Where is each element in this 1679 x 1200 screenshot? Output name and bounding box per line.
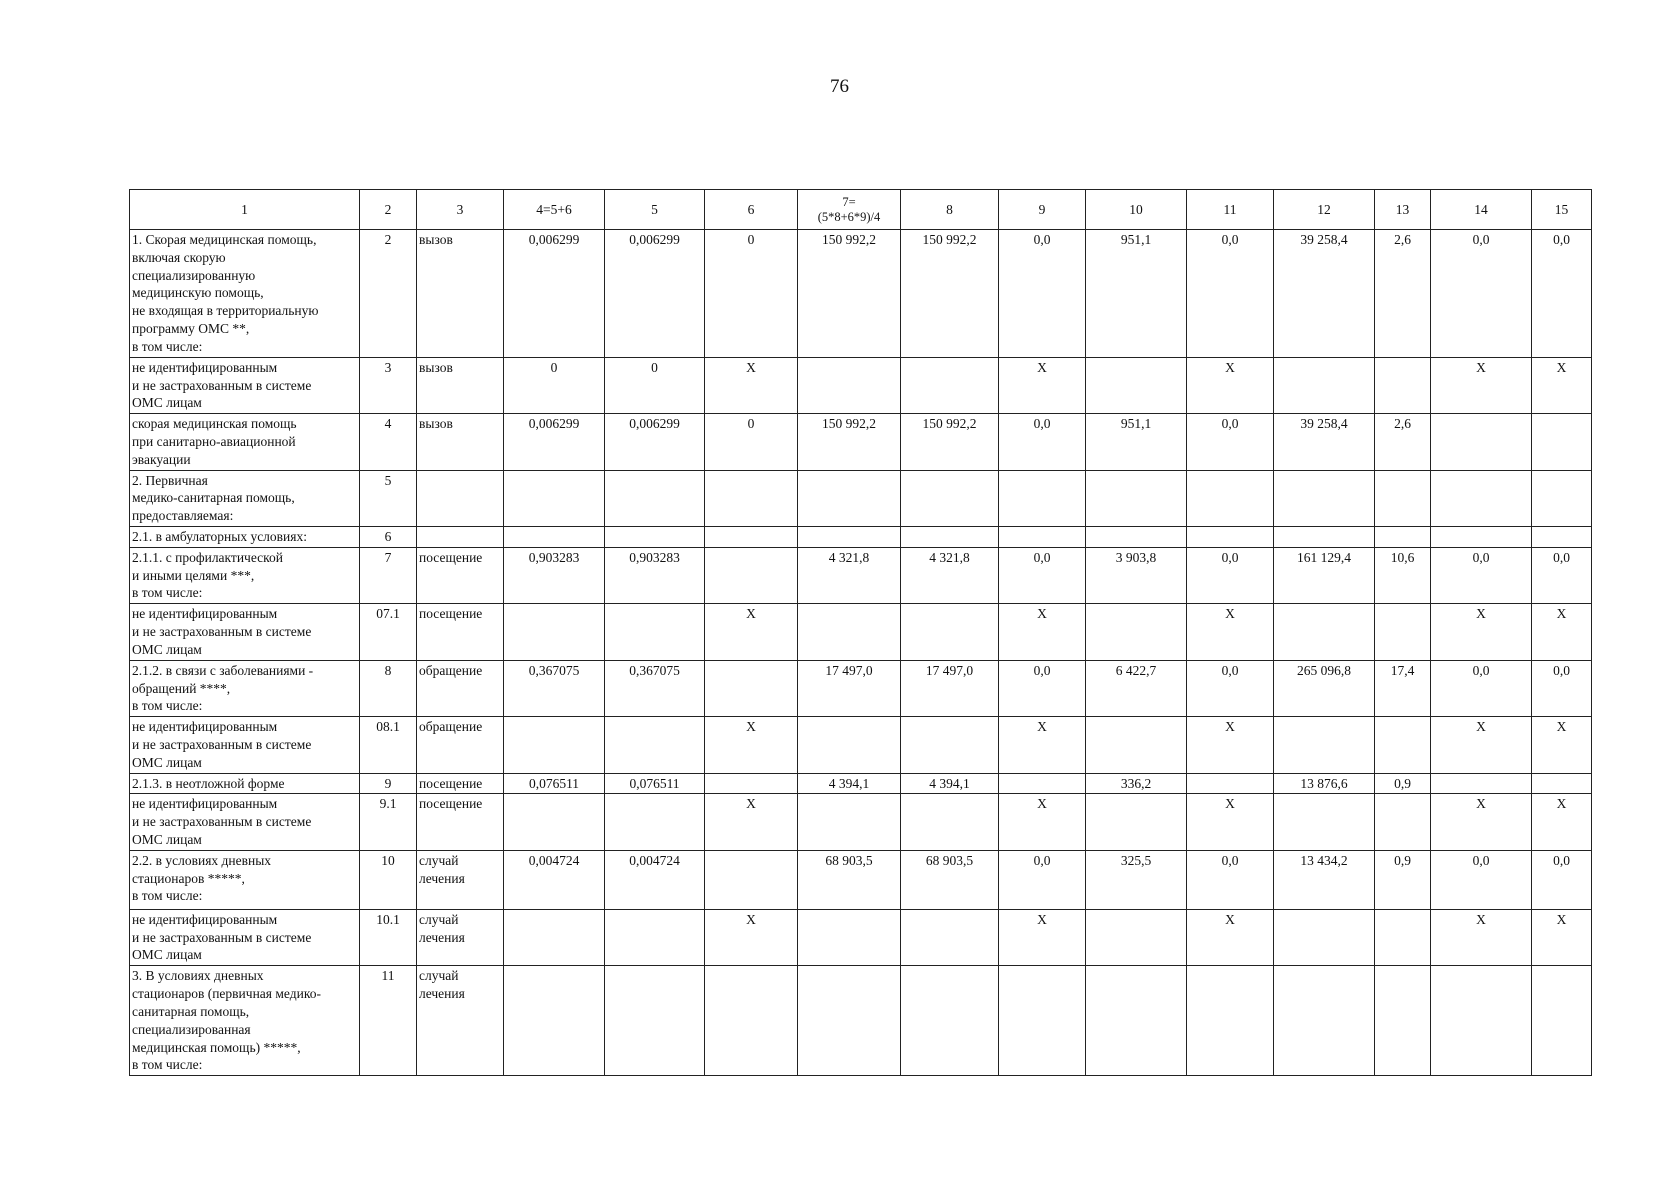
table-cell: 951,1 xyxy=(1086,414,1187,470)
table-cell xyxy=(705,470,798,526)
table-cell: 13 876,6 xyxy=(1274,773,1375,794)
table-cell xyxy=(798,794,901,850)
table-cell xyxy=(705,773,798,794)
table-cell xyxy=(1431,470,1532,526)
table-row xyxy=(130,527,1592,548)
table-cell xyxy=(1187,966,1274,1076)
table-cell: посещение xyxy=(417,547,504,603)
table-cell xyxy=(901,909,999,965)
table-cell: 4 321,8 xyxy=(901,547,999,603)
table-cell: X xyxy=(1532,717,1592,773)
table-cell: 0 xyxy=(705,414,798,470)
table-cell: 0,903283 xyxy=(504,547,605,603)
table-cell: 07.1 xyxy=(360,604,417,660)
table-cell: 0,0 xyxy=(1532,230,1592,358)
table-cell: 2 xyxy=(360,230,417,358)
table-cell xyxy=(798,909,901,965)
table-cell xyxy=(1431,773,1532,794)
table-cell: 2,6 xyxy=(1375,230,1431,358)
table-cell xyxy=(1375,794,1431,850)
table-cell: X xyxy=(1431,794,1532,850)
table-cell: 08.1 xyxy=(360,717,417,773)
table-cell: 0 xyxy=(605,357,705,413)
column-header: 4=5+6 xyxy=(504,190,605,230)
row-label-cell: не идентифицированным и не застрахованным в системе ОМС лицам xyxy=(130,909,360,965)
table-cell xyxy=(1431,414,1532,470)
row-label-cell: скорая медицинская помощь при санитарно-авиационной эвакуации xyxy=(130,414,360,470)
table-cell: 4 321,8 xyxy=(798,547,901,603)
table-cell xyxy=(504,794,605,850)
table-row xyxy=(130,547,1592,603)
table-cell: 6 xyxy=(360,527,417,548)
table-cell: X xyxy=(999,909,1086,965)
table-cell: 3 903,8 xyxy=(1086,547,1187,603)
table-cell: 325,5 xyxy=(1086,850,1187,909)
table-cell xyxy=(901,794,999,850)
table-cell: 3 xyxy=(360,357,417,413)
table-cell: 0,0 xyxy=(1187,414,1274,470)
table-cell: 0,0 xyxy=(999,850,1086,909)
table-cell: 0 xyxy=(504,357,605,413)
table-cell xyxy=(1375,470,1431,526)
table-cell xyxy=(1086,470,1187,526)
table-cell xyxy=(1375,527,1431,548)
table-cell xyxy=(1375,357,1431,413)
table-cell: 0,0 xyxy=(999,547,1086,603)
table-cell xyxy=(1274,717,1375,773)
table-row xyxy=(130,357,1592,413)
table-cell xyxy=(1274,909,1375,965)
table-cell: 150 992,2 xyxy=(798,230,901,358)
table-cell xyxy=(1086,357,1187,413)
table-cell xyxy=(1375,909,1431,965)
table-cell: 6 422,7 xyxy=(1086,660,1187,716)
table-cell: случай лечения xyxy=(417,966,504,1076)
table-cell xyxy=(1375,966,1431,1076)
column-header: 1 xyxy=(130,190,360,230)
table-cell: 17 497,0 xyxy=(901,660,999,716)
column-header: 8 xyxy=(901,190,999,230)
table-cell xyxy=(605,470,705,526)
table-cell: X xyxy=(705,717,798,773)
table-cell: 0,0 xyxy=(1187,660,1274,716)
table-cell xyxy=(1274,527,1375,548)
table-cell xyxy=(605,527,705,548)
table-cell: X xyxy=(1532,794,1592,850)
table-cell xyxy=(504,909,605,965)
table-cell: X xyxy=(1431,604,1532,660)
table-cell xyxy=(1375,717,1431,773)
table-cell xyxy=(1086,717,1187,773)
table-cell: 0,9 xyxy=(1375,850,1431,909)
table-cell xyxy=(1274,470,1375,526)
table-cell xyxy=(1187,527,1274,548)
page-number: 76 xyxy=(830,76,849,97)
table-cell xyxy=(1187,773,1274,794)
table-cell: 0,004724 xyxy=(504,850,605,909)
table-cell xyxy=(417,470,504,526)
table-cell xyxy=(605,909,705,965)
table-cell: 10,6 xyxy=(1375,547,1431,603)
table-row xyxy=(130,850,1592,909)
table-cell: 9 xyxy=(360,773,417,794)
table-cell: 0,0 xyxy=(1431,850,1532,909)
table-cell: 0,0 xyxy=(1532,850,1592,909)
row-label-cell: 2.2. в условиях дневных стационаров *****, в том числе: xyxy=(130,850,360,909)
table-cell: 265 096,8 xyxy=(1274,660,1375,716)
table-cell: 150 992,2 xyxy=(798,414,901,470)
table-cell: 4 xyxy=(360,414,417,470)
column-header: 3 xyxy=(417,190,504,230)
table-cell xyxy=(1532,414,1592,470)
table-cell: 0,903283 xyxy=(605,547,705,603)
table-cell: обращение xyxy=(417,660,504,716)
table-cell: 0,0 xyxy=(1532,547,1592,603)
table-cell: 17 497,0 xyxy=(798,660,901,716)
table-row xyxy=(130,794,1592,850)
table-cell xyxy=(1274,357,1375,413)
table-cell: 161 129,4 xyxy=(1274,547,1375,603)
table-cell: X xyxy=(999,604,1086,660)
table-cell: 0,004724 xyxy=(605,850,705,909)
table-cell: обращение xyxy=(417,717,504,773)
row-label-cell: 2.1. в амбулаторных условиях: xyxy=(130,527,360,548)
table-row xyxy=(130,773,1592,794)
table-cell xyxy=(1086,909,1187,965)
row-label-cell: не идентифицированным и не застрахованным в системе ОМС лицам xyxy=(130,357,360,413)
table-cell: случай лечения xyxy=(417,850,504,909)
table-cell xyxy=(798,966,901,1076)
table-cell: вызов xyxy=(417,414,504,470)
table-cell xyxy=(1375,604,1431,660)
table-cell xyxy=(1274,794,1375,850)
table-cell: 0,0 xyxy=(1187,230,1274,358)
row-label-cell: 2.1.1. с профилактической и иными целями ***, в том числе: xyxy=(130,547,360,603)
table-cell: вызов xyxy=(417,357,504,413)
table-cell: X xyxy=(999,794,1086,850)
table-cell xyxy=(1086,527,1187,548)
column-number-row xyxy=(130,190,1592,230)
table-cell xyxy=(1086,794,1187,850)
table-cell xyxy=(1274,604,1375,660)
table-cell: X xyxy=(1187,717,1274,773)
table-cell: 0,076511 xyxy=(605,773,705,794)
table-cell: X xyxy=(1431,717,1532,773)
table-cell xyxy=(999,470,1086,526)
column-header: 13 xyxy=(1375,190,1431,230)
table-cell: X xyxy=(1187,357,1274,413)
table-cell: X xyxy=(705,909,798,965)
row-label-cell: не идентифицированным и не застрахованным в системе ОМС лицам xyxy=(130,717,360,773)
row-label-cell: 1. Скорая медицинская помощь, включая скорую специализированную медицинскую помощь, не входящая в территориальную программу ОМС **, в том числе: xyxy=(130,230,360,358)
table-cell: 0,006299 xyxy=(605,230,705,358)
column-header: 6 xyxy=(705,190,798,230)
column-header: 11 xyxy=(1187,190,1274,230)
table-cell xyxy=(504,470,605,526)
table-cell xyxy=(798,527,901,548)
table-cell xyxy=(1187,470,1274,526)
column-header: 15 xyxy=(1532,190,1592,230)
table-cell xyxy=(605,604,705,660)
table-cell xyxy=(798,604,901,660)
table-cell: 0,0 xyxy=(1431,547,1532,603)
table-cell xyxy=(504,604,605,660)
table-cell xyxy=(901,604,999,660)
table-cell: 68 903,5 xyxy=(798,850,901,909)
table-cell: случай лечения xyxy=(417,909,504,965)
table-cell: 68 903,5 xyxy=(901,850,999,909)
table-cell: X xyxy=(1532,604,1592,660)
table-cell xyxy=(999,966,1086,1076)
table-cell xyxy=(901,470,999,526)
column-header: 12 xyxy=(1274,190,1375,230)
table-cell xyxy=(504,966,605,1076)
table-cell: 4 394,1 xyxy=(901,773,999,794)
table-row xyxy=(130,230,1592,358)
table-cell xyxy=(705,547,798,603)
table-cell xyxy=(901,357,999,413)
table-cell: 0,0 xyxy=(1431,230,1532,358)
table-cell xyxy=(901,717,999,773)
table-cell: X xyxy=(1187,794,1274,850)
table-cell xyxy=(504,717,605,773)
table-cell: X xyxy=(1187,604,1274,660)
table-cell: 8 xyxy=(360,660,417,716)
table-cell: 150 992,2 xyxy=(901,230,999,358)
table-cell: 0 xyxy=(705,230,798,358)
table-cell: 150 992,2 xyxy=(901,414,999,470)
column-header: 10 xyxy=(1086,190,1187,230)
table-cell: 9.1 xyxy=(360,794,417,850)
table-cell: 0,367075 xyxy=(605,660,705,716)
table-cell xyxy=(1431,966,1532,1076)
table-cell: 0,9 xyxy=(1375,773,1431,794)
table-cell: 0,006299 xyxy=(605,414,705,470)
table-cell xyxy=(504,527,605,548)
column-header: 14 xyxy=(1431,190,1532,230)
table-cell xyxy=(901,966,999,1076)
row-label-cell: 2. Первичная медико-санитарная помощь, предоставляемая: xyxy=(130,470,360,526)
table-cell: 5 xyxy=(360,470,417,526)
table-cell: 0,0 xyxy=(999,230,1086,358)
table-cell xyxy=(1431,527,1532,548)
table-cell: 39 258,4 xyxy=(1274,414,1375,470)
row-label-cell: не идентифицированным и не застрахованным в системе ОМС лицам xyxy=(130,604,360,660)
table-cell: X xyxy=(1187,909,1274,965)
table-cell xyxy=(605,966,705,1076)
table-row xyxy=(130,470,1592,526)
table-cell xyxy=(798,470,901,526)
table-cell xyxy=(1274,966,1375,1076)
table-cell: 951,1 xyxy=(1086,230,1187,358)
table-cell: 0,076511 xyxy=(504,773,605,794)
table-cell: 2,6 xyxy=(1375,414,1431,470)
table-row xyxy=(130,966,1592,1076)
table-row xyxy=(130,660,1592,716)
row-label-cell: 2.1.3. в неотложной форме xyxy=(130,773,360,794)
table-cell xyxy=(605,717,705,773)
table-cell: 0,006299 xyxy=(504,414,605,470)
table-cell: 39 258,4 xyxy=(1274,230,1375,358)
table-cell: 336,2 xyxy=(1086,773,1187,794)
table-cell: 0,0 xyxy=(1187,547,1274,603)
table-cell: X xyxy=(705,357,798,413)
table-cell: 0,0 xyxy=(999,414,1086,470)
column-header: 7= (5*8+6*9)/4 xyxy=(798,190,901,230)
table-cell: X xyxy=(999,357,1086,413)
table-cell xyxy=(705,660,798,716)
table-cell: 11 xyxy=(360,966,417,1076)
table-cell: посещение xyxy=(417,604,504,660)
table-row xyxy=(130,717,1592,773)
table-cell: X xyxy=(705,604,798,660)
table-cell: 0,0 xyxy=(1431,660,1532,716)
table-cell: X xyxy=(1431,357,1532,413)
table-cell xyxy=(1086,966,1187,1076)
table-cell: 10 xyxy=(360,850,417,909)
table-cell xyxy=(417,527,504,548)
table-cell xyxy=(1532,470,1592,526)
table-cell: X xyxy=(1431,909,1532,965)
table-cell xyxy=(798,357,901,413)
table-cell: вызов xyxy=(417,230,504,358)
column-header: 2 xyxy=(360,190,417,230)
indicators-table xyxy=(129,189,1592,1076)
table-row xyxy=(130,909,1592,965)
table-cell xyxy=(798,717,901,773)
table-cell: 4 394,1 xyxy=(798,773,901,794)
table-cell: X xyxy=(999,717,1086,773)
table-cell: X xyxy=(1532,909,1592,965)
table-row xyxy=(130,604,1592,660)
column-header: 9 xyxy=(999,190,1086,230)
table-cell xyxy=(999,773,1086,794)
table-cell xyxy=(705,966,798,1076)
table-cell: 0,367075 xyxy=(504,660,605,716)
table-row xyxy=(130,414,1592,470)
table-cell: 7 xyxy=(360,547,417,603)
table-cell: 17,4 xyxy=(1375,660,1431,716)
table-cell xyxy=(705,527,798,548)
row-label-cell: не идентифицированным и не застрахованным в системе ОМС лицам xyxy=(130,794,360,850)
table-cell xyxy=(1532,773,1592,794)
table-cell xyxy=(901,527,999,548)
table-cell xyxy=(705,850,798,909)
table-cell xyxy=(1086,604,1187,660)
table-cell xyxy=(1532,966,1592,1076)
table-cell: 0,0 xyxy=(1187,850,1274,909)
row-label-cell: 3. В условиях дневных стационаров (первичная медико- санитарная помощь, специализированная медицинская помощь) *****, в том числе: xyxy=(130,966,360,1076)
table-cell xyxy=(999,527,1086,548)
table-cell: посещение xyxy=(417,794,504,850)
table-cell: X xyxy=(705,794,798,850)
table-cell: 0,0 xyxy=(999,660,1086,716)
table-cell xyxy=(1532,527,1592,548)
column-header: 5 xyxy=(605,190,705,230)
table-cell: X xyxy=(1532,357,1592,413)
table-cell xyxy=(605,794,705,850)
table-cell: 0,006299 xyxy=(504,230,605,358)
table-cell: посещение xyxy=(417,773,504,794)
table-cell: 0,0 xyxy=(1532,660,1592,716)
table-cell: 13 434,2 xyxy=(1274,850,1375,909)
row-label-cell: 2.1.2. в связи с заболеваниями - обращений ****, в том числе: xyxy=(130,660,360,716)
table-cell: 10.1 xyxy=(360,909,417,965)
